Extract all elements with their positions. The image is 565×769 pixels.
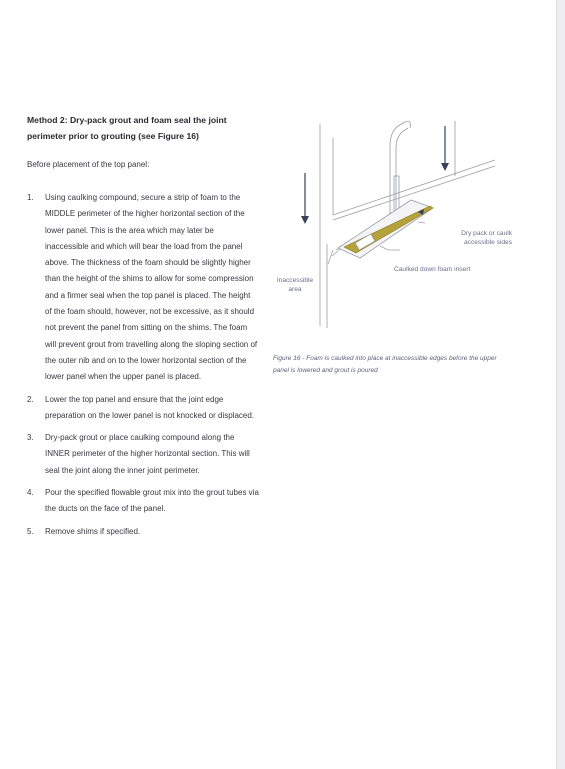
scrollbar[interactable]	[556, 0, 565, 769]
down-arrow-head	[301, 216, 309, 224]
figure-16-diagram	[270, 116, 510, 341]
figure-caption: Figure 16 - Foam is caulked into place at inaccessible edges before the upper panel is lowered and grout is poured	[273, 355, 497, 374]
steps-list	[27, 190, 259, 546]
step-number: 2.	[27, 394, 34, 404]
leader-line	[418, 222, 425, 223]
step-number: 5.	[27, 526, 34, 536]
section-heading: Method 2: Dry-pack grout and foam seal the joint perimeter prior to grouting (see Figure 16)	[27, 115, 227, 141]
step-text: Remove shims if specified.	[45, 526, 141, 536]
step-number: 1.	[27, 193, 34, 202]
list-item	[27, 190, 259, 386]
down-arrow-head	[441, 163, 449, 171]
leader-line	[328, 250, 333, 264]
grout-tube-cap	[405, 121, 410, 128]
list-item	[27, 524, 259, 540]
list-item	[27, 485, 259, 518]
list-item	[27, 430, 259, 479]
step-text: Lower the top panel and ensure that the joint edge preparation on the lower panel is not knocked or displaced.	[45, 394, 255, 420]
label-foam-insert: Caulked down foam insert	[394, 266, 471, 273]
step-text: Dry-pack grout or place caulking compound along the INNER perimeter of the higher horizontal section. This will seal the joint along the inner joint perimeter.	[45, 433, 250, 475]
step-text: Pour the specified flowable grout mix into the grout tubes via the ducts on the face of the panel.	[45, 488, 259, 514]
step-number: 3.	[27, 433, 34, 443]
label-inaccessible-area: Inaccessible area	[276, 277, 314, 293]
intro-text: Before placement of the top panel:	[27, 160, 150, 169]
list-item	[27, 392, 259, 425]
step-text: Using caulking compound, secure a strip of foam to the MIDDLE perimeter of the higher horizontal section of the lower panel. This is the area which may later be inaccessible and which will bear the load from the panel above. The thickness of the foam should be slightly higher than the height of the shims to allow for some compression and a firmer seal when the top panel is placed. The height of the foam should, however, not be excessive, as it should not prevent the panel from sitting on the shims. The foam will prevent grout from travelling along the sloping section of the outer nib and on to the lower horizontal section of the lower panel when the upper panel is placed.	[45, 193, 258, 382]
leader-line	[380, 246, 388, 250]
label-dry-pack: Dry pack or caulk accessible sides	[461, 230, 512, 246]
step-number: 4.	[27, 488, 34, 498]
